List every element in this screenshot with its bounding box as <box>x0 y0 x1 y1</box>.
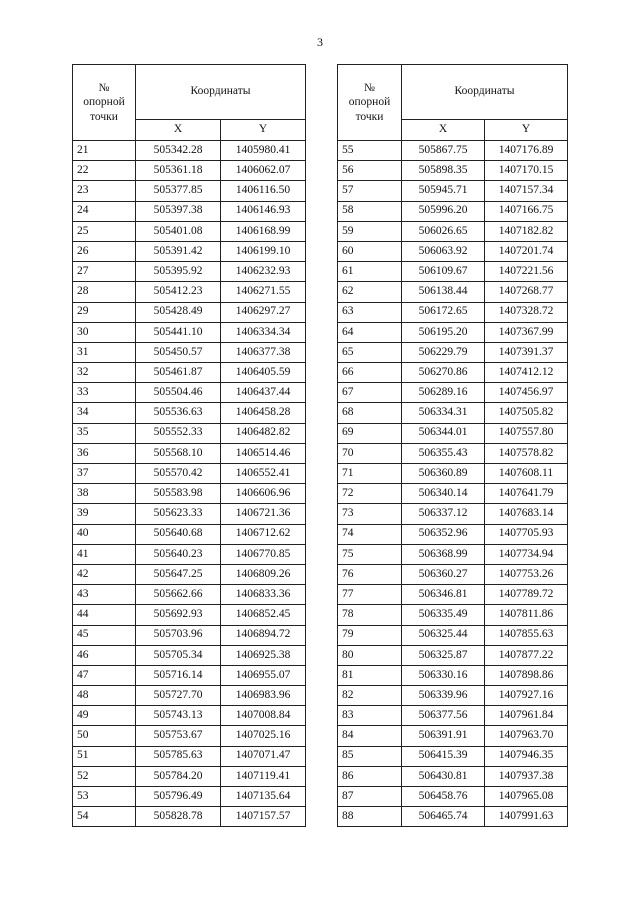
point-number-cell: 48 <box>73 686 136 706</box>
y-coordinate-cell: 1407135.64 <box>221 787 306 807</box>
point-number-cell: 57 <box>338 181 402 201</box>
x-coordinate-cell: 505996.20 <box>402 201 485 221</box>
table-row <box>73 423 306 443</box>
y-coordinate-cell: 1406809.26 <box>221 564 306 584</box>
table-row <box>73 443 306 463</box>
y-coordinate-cell: 1407927.16 <box>485 686 568 706</box>
table-row <box>338 201 568 221</box>
x-coordinate-cell: 506335.49 <box>402 605 485 625</box>
table-row <box>338 605 568 625</box>
table-row <box>73 161 306 181</box>
header-point-number: № опорной точки <box>73 65 136 141</box>
table-row <box>338 726 568 746</box>
point-number-cell: 71 <box>338 464 402 484</box>
x-coordinate-cell: 505377.85 <box>136 181 221 201</box>
x-coordinate-cell: 506109.67 <box>402 262 485 282</box>
table-row <box>73 302 306 322</box>
table-row <box>338 544 568 564</box>
table-row <box>73 241 306 261</box>
y-coordinate-cell: 1406062.07 <box>221 161 306 181</box>
y-coordinate-cell: 1405980.41 <box>221 141 306 161</box>
table-row <box>73 524 306 544</box>
point-number-cell: 42 <box>73 564 136 584</box>
table-row <box>338 161 568 181</box>
header-coordinates: Координаты <box>136 65 306 120</box>
x-coordinate-cell: 505428.49 <box>136 302 221 322</box>
table-row <box>73 726 306 746</box>
table-row <box>338 141 568 161</box>
x-coordinate-cell: 505441.10 <box>136 322 221 342</box>
x-coordinate-cell: 506346.81 <box>402 585 485 605</box>
x-coordinate-cell: 506458.76 <box>402 787 485 807</box>
y-coordinate-cell: 1407753.26 <box>485 564 568 584</box>
x-coordinate-cell: 505583.98 <box>136 484 221 504</box>
y-coordinate-cell: 1407176.89 <box>485 141 568 161</box>
point-number-cell: 37 <box>73 464 136 484</box>
table-row <box>73 605 306 625</box>
x-coordinate-cell: 506270.86 <box>402 363 485 383</box>
y-coordinate-cell: 1406271.55 <box>221 282 306 302</box>
table-row <box>338 686 568 706</box>
point-number-cell: 69 <box>338 423 402 443</box>
point-number-cell: 73 <box>338 504 402 524</box>
y-coordinate-cell: 1407734.94 <box>485 544 568 564</box>
x-coordinate-cell: 506352.96 <box>402 524 485 544</box>
x-coordinate-cell: 506391.91 <box>402 726 485 746</box>
x-coordinate-cell: 505716.14 <box>136 665 221 685</box>
x-coordinate-cell: 506026.65 <box>402 221 485 241</box>
table-row <box>338 221 568 241</box>
point-number-cell: 75 <box>338 544 402 564</box>
header-coordinates: Координаты <box>402 65 568 120</box>
point-number-cell: 49 <box>73 706 136 726</box>
table-row <box>338 585 568 605</box>
table-row <box>338 504 568 524</box>
point-number-cell: 80 <box>338 645 402 665</box>
y-coordinate-cell: 1407961.84 <box>485 706 568 726</box>
x-coordinate-cell: 506172.65 <box>402 302 485 322</box>
y-coordinate-cell: 1407182.82 <box>485 221 568 241</box>
point-number-cell: 74 <box>338 524 402 544</box>
y-coordinate-cell: 1406437.44 <box>221 383 306 403</box>
y-coordinate-cell: 1406894.72 <box>221 625 306 645</box>
table-row <box>73 645 306 665</box>
x-coordinate-cell: 506289.16 <box>402 383 485 403</box>
table-row <box>338 262 568 282</box>
x-coordinate-cell: 506138.44 <box>402 282 485 302</box>
y-coordinate-cell: 1407367.99 <box>485 322 568 342</box>
point-number-cell: 26 <box>73 241 136 261</box>
y-coordinate-cell: 1406955.07 <box>221 665 306 685</box>
table-row <box>73 686 306 706</box>
x-coordinate-cell: 505536.63 <box>136 403 221 423</box>
y-coordinate-cell: 1407157.57 <box>221 807 306 827</box>
table-row <box>73 746 306 766</box>
header-x: X <box>136 120 221 141</box>
x-coordinate-cell: 506415.39 <box>402 746 485 766</box>
table-row <box>338 302 568 322</box>
y-coordinate-cell: 1407170.15 <box>485 161 568 181</box>
y-coordinate-cell: 1406146.93 <box>221 201 306 221</box>
x-coordinate-cell: 505397.38 <box>136 201 221 221</box>
x-coordinate-cell: 505401.08 <box>136 221 221 241</box>
x-coordinate-cell: 506340.14 <box>402 484 485 504</box>
x-coordinate-cell: 506465.74 <box>402 807 485 827</box>
table-row <box>73 625 306 645</box>
header-y: Y <box>221 120 306 141</box>
x-coordinate-cell: 505570.42 <box>136 464 221 484</box>
point-number-cell: 40 <box>73 524 136 544</box>
x-coordinate-cell: 505692.93 <box>136 605 221 625</box>
x-coordinate-cell: 505361.18 <box>136 161 221 181</box>
x-coordinate-cell: 506355.43 <box>402 443 485 463</box>
y-coordinate-cell: 1407991.63 <box>485 807 568 827</box>
x-coordinate-cell: 505796.49 <box>136 787 221 807</box>
y-coordinate-cell: 1407071.47 <box>221 746 306 766</box>
x-coordinate-cell: 506063.92 <box>402 241 485 261</box>
point-number-cell: 66 <box>338 363 402 383</box>
y-coordinate-cell: 1407557.80 <box>485 423 568 443</box>
y-coordinate-cell: 1407391.37 <box>485 342 568 362</box>
point-number-cell: 62 <box>338 282 402 302</box>
point-number-cell: 29 <box>73 302 136 322</box>
table-row <box>338 363 568 383</box>
table-row <box>73 383 306 403</box>
table-row <box>338 181 568 201</box>
x-coordinate-cell: 505898.35 <box>402 161 485 181</box>
y-coordinate-cell: 1407328.72 <box>485 302 568 322</box>
point-number-cell: 58 <box>338 201 402 221</box>
table-body-right <box>338 141 568 827</box>
x-coordinate-cell: 505568.10 <box>136 443 221 463</box>
point-number-cell: 77 <box>338 585 402 605</box>
table-row <box>338 342 568 362</box>
x-coordinate-cell: 505867.75 <box>402 141 485 161</box>
table-row <box>338 706 568 726</box>
point-number-cell: 24 <box>73 201 136 221</box>
point-number-cell: 76 <box>338 564 402 584</box>
table-row <box>338 484 568 504</box>
point-number-cell: 56 <box>338 161 402 181</box>
table-row <box>338 464 568 484</box>
point-number-cell: 84 <box>338 726 402 746</box>
table-row <box>73 665 306 685</box>
y-coordinate-cell: 1406983.96 <box>221 686 306 706</box>
table-row <box>338 443 568 463</box>
y-coordinate-cell: 1407578.82 <box>485 443 568 463</box>
x-coordinate-cell: 506337.12 <box>402 504 485 524</box>
x-coordinate-cell: 505784.20 <box>136 766 221 786</box>
point-number-cell: 55 <box>338 141 402 161</box>
x-coordinate-cell: 506377.56 <box>402 706 485 726</box>
y-coordinate-cell: 1406199.10 <box>221 241 306 261</box>
point-number-cell: 46 <box>73 645 136 665</box>
x-coordinate-cell: 505828.78 <box>136 807 221 827</box>
x-coordinate-cell: 506325.44 <box>402 625 485 645</box>
table-row <box>73 484 306 504</box>
y-coordinate-cell: 1407855.63 <box>485 625 568 645</box>
table-row <box>73 201 306 221</box>
point-number-cell: 36 <box>73 443 136 463</box>
point-number-cell: 87 <box>338 787 402 807</box>
y-coordinate-cell: 1406925.38 <box>221 645 306 665</box>
point-number-cell: 70 <box>338 443 402 463</box>
y-coordinate-cell: 1406297.27 <box>221 302 306 322</box>
x-coordinate-cell: 506360.27 <box>402 564 485 584</box>
x-coordinate-cell: 506330.16 <box>402 665 485 685</box>
table-row <box>73 363 306 383</box>
x-coordinate-cell: 505647.25 <box>136 564 221 584</box>
y-coordinate-cell: 1406833.36 <box>221 585 306 605</box>
y-coordinate-cell: 1407166.75 <box>485 201 568 221</box>
x-coordinate-cell: 505705.34 <box>136 645 221 665</box>
point-number-cell: 45 <box>73 625 136 645</box>
y-coordinate-cell: 1407898.86 <box>485 665 568 685</box>
point-number-cell: 78 <box>338 605 402 625</box>
y-coordinate-cell: 1406458.28 <box>221 403 306 423</box>
y-coordinate-cell: 1407025.16 <box>221 726 306 746</box>
point-number-cell: 22 <box>73 161 136 181</box>
y-coordinate-cell: 1407608.11 <box>485 464 568 484</box>
point-number-cell: 35 <box>73 423 136 443</box>
table-row <box>73 262 306 282</box>
table-row <box>73 504 306 524</box>
table-row <box>73 342 306 362</box>
table-row <box>338 766 568 786</box>
table-row <box>73 807 306 827</box>
point-number-cell: 63 <box>338 302 402 322</box>
y-coordinate-cell: 1406232.93 <box>221 262 306 282</box>
y-coordinate-cell: 1406116.50 <box>221 181 306 201</box>
point-number-cell: 39 <box>73 504 136 524</box>
table-row <box>73 181 306 201</box>
point-number-cell: 34 <box>73 403 136 423</box>
y-coordinate-cell: 1407683.14 <box>485 504 568 524</box>
table-row <box>73 766 306 786</box>
y-coordinate-cell: 1407641.79 <box>485 484 568 504</box>
table-row <box>73 221 306 241</box>
table-row <box>338 665 568 685</box>
point-number-cell: 88 <box>338 807 402 827</box>
point-number-cell: 32 <box>73 363 136 383</box>
x-coordinate-cell: 505504.46 <box>136 383 221 403</box>
point-number-cell: 30 <box>73 322 136 342</box>
y-coordinate-cell: 1406168.99 <box>221 221 306 241</box>
y-coordinate-cell: 1407705.93 <box>485 524 568 544</box>
point-number-cell: 85 <box>338 746 402 766</box>
coordinates-table-left <box>72 64 306 827</box>
point-number-cell: 23 <box>73 181 136 201</box>
table-row <box>73 403 306 423</box>
point-number-cell: 59 <box>338 221 402 241</box>
page-number: 3 <box>317 35 323 49</box>
table-row <box>338 383 568 403</box>
y-coordinate-cell: 1406514.46 <box>221 443 306 463</box>
point-number-cell: 52 <box>73 766 136 786</box>
x-coordinate-cell: 505640.68 <box>136 524 221 544</box>
y-coordinate-cell: 1407811.86 <box>485 605 568 625</box>
table-row <box>338 403 568 423</box>
point-number-cell: 54 <box>73 807 136 827</box>
x-coordinate-cell: 505640.23 <box>136 544 221 564</box>
x-coordinate-cell: 506339.96 <box>402 686 485 706</box>
table-row <box>338 625 568 645</box>
table-row <box>73 787 306 807</box>
y-coordinate-cell: 1407937.38 <box>485 766 568 786</box>
table-row <box>338 241 568 261</box>
x-coordinate-cell: 505945.71 <box>402 181 485 201</box>
x-coordinate-cell: 505552.33 <box>136 423 221 443</box>
point-number-cell: 81 <box>338 665 402 685</box>
coordinates-table-right <box>337 64 568 827</box>
y-coordinate-cell: 1407268.77 <box>485 282 568 302</box>
table-row <box>338 746 568 766</box>
point-number-cell: 86 <box>338 766 402 786</box>
x-coordinate-cell: 505727.70 <box>136 686 221 706</box>
y-coordinate-cell: 1407456.97 <box>485 383 568 403</box>
table-row <box>338 322 568 342</box>
y-coordinate-cell: 1407946.35 <box>485 746 568 766</box>
table-row <box>338 645 568 665</box>
point-number-cell: 65 <box>338 342 402 362</box>
y-coordinate-cell: 1406606.96 <box>221 484 306 504</box>
table-row <box>338 787 568 807</box>
point-number-cell: 41 <box>73 544 136 564</box>
table-row <box>73 564 306 584</box>
header-y: Y <box>485 120 568 141</box>
x-coordinate-cell: 505703.96 <box>136 625 221 645</box>
point-number-cell: 31 <box>73 342 136 362</box>
point-number-cell: 60 <box>338 241 402 261</box>
x-coordinate-cell: 505342.28 <box>136 141 221 161</box>
table-row <box>73 706 306 726</box>
x-coordinate-cell: 505395.92 <box>136 262 221 282</box>
point-number-cell: 51 <box>73 746 136 766</box>
table-row <box>73 282 306 302</box>
x-coordinate-cell: 505743.13 <box>136 706 221 726</box>
point-number-cell: 38 <box>73 484 136 504</box>
y-coordinate-cell: 1407963.70 <box>485 726 568 746</box>
table-body-left <box>73 141 306 827</box>
x-coordinate-cell: 506334.31 <box>402 403 485 423</box>
x-coordinate-cell: 505412.23 <box>136 282 221 302</box>
x-coordinate-cell: 506325.87 <box>402 645 485 665</box>
y-coordinate-cell: 1407201.74 <box>485 241 568 261</box>
y-coordinate-cell: 1407008.84 <box>221 706 306 726</box>
x-coordinate-cell: 506430.81 <box>402 766 485 786</box>
table-row <box>338 423 568 443</box>
y-coordinate-cell: 1407789.72 <box>485 585 568 605</box>
y-coordinate-cell: 1406334.34 <box>221 322 306 342</box>
point-number-cell: 43 <box>73 585 136 605</box>
x-coordinate-cell: 506368.99 <box>402 544 485 564</box>
point-number-cell: 72 <box>338 484 402 504</box>
table-row <box>338 564 568 584</box>
y-coordinate-cell: 1407412.12 <box>485 363 568 383</box>
table-row <box>73 322 306 342</box>
x-coordinate-cell: 505623.33 <box>136 504 221 524</box>
y-coordinate-cell: 1407505.82 <box>485 403 568 423</box>
point-number-cell: 25 <box>73 221 136 241</box>
point-number-cell: 33 <box>73 383 136 403</box>
table-row <box>73 464 306 484</box>
y-coordinate-cell: 1406482.82 <box>221 423 306 443</box>
table-row <box>338 807 568 827</box>
point-number-cell: 79 <box>338 625 402 645</box>
y-coordinate-cell: 1406852.45 <box>221 605 306 625</box>
point-number-cell: 44 <box>73 605 136 625</box>
table-row <box>338 282 568 302</box>
y-coordinate-cell: 1407965.08 <box>485 787 568 807</box>
y-coordinate-cell: 1406552.41 <box>221 464 306 484</box>
x-coordinate-cell: 505753.67 <box>136 726 221 746</box>
y-coordinate-cell: 1406721.36 <box>221 504 306 524</box>
point-number-cell: 53 <box>73 787 136 807</box>
header-x: X <box>402 120 485 141</box>
table-row <box>338 524 568 544</box>
y-coordinate-cell: 1406405.59 <box>221 363 306 383</box>
x-coordinate-cell: 506229.79 <box>402 342 485 362</box>
point-number-cell: 27 <box>73 262 136 282</box>
table-row <box>73 585 306 605</box>
x-coordinate-cell: 505391.42 <box>136 241 221 261</box>
x-coordinate-cell: 505662.66 <box>136 585 221 605</box>
point-number-cell: 64 <box>338 322 402 342</box>
x-coordinate-cell: 505461.87 <box>136 363 221 383</box>
point-number-cell: 21 <box>73 141 136 161</box>
point-number-cell: 82 <box>338 686 402 706</box>
point-number-cell: 50 <box>73 726 136 746</box>
x-coordinate-cell: 506360.89 <box>402 464 485 484</box>
header-point-number: № опорной точки <box>338 65 402 141</box>
point-number-cell: 28 <box>73 282 136 302</box>
point-number-cell: 67 <box>338 383 402 403</box>
x-coordinate-cell: 506344.01 <box>402 423 485 443</box>
point-number-cell: 61 <box>338 262 402 282</box>
point-number-cell: 68 <box>338 403 402 423</box>
y-coordinate-cell: 1407221.56 <box>485 262 568 282</box>
y-coordinate-cell: 1406712.62 <box>221 524 306 544</box>
y-coordinate-cell: 1406377.38 <box>221 342 306 362</box>
x-coordinate-cell: 505450.57 <box>136 342 221 362</box>
table-row <box>73 141 306 161</box>
x-coordinate-cell: 505785.63 <box>136 746 221 766</box>
point-number-cell: 83 <box>338 706 402 726</box>
y-coordinate-cell: 1407877.22 <box>485 645 568 665</box>
x-coordinate-cell: 506195.20 <box>402 322 485 342</box>
y-coordinate-cell: 1407157.34 <box>485 181 568 201</box>
y-coordinate-cell: 1407119.41 <box>221 766 306 786</box>
y-coordinate-cell: 1406770.85 <box>221 544 306 564</box>
table-row <box>73 544 306 564</box>
point-number-cell: 47 <box>73 665 136 685</box>
